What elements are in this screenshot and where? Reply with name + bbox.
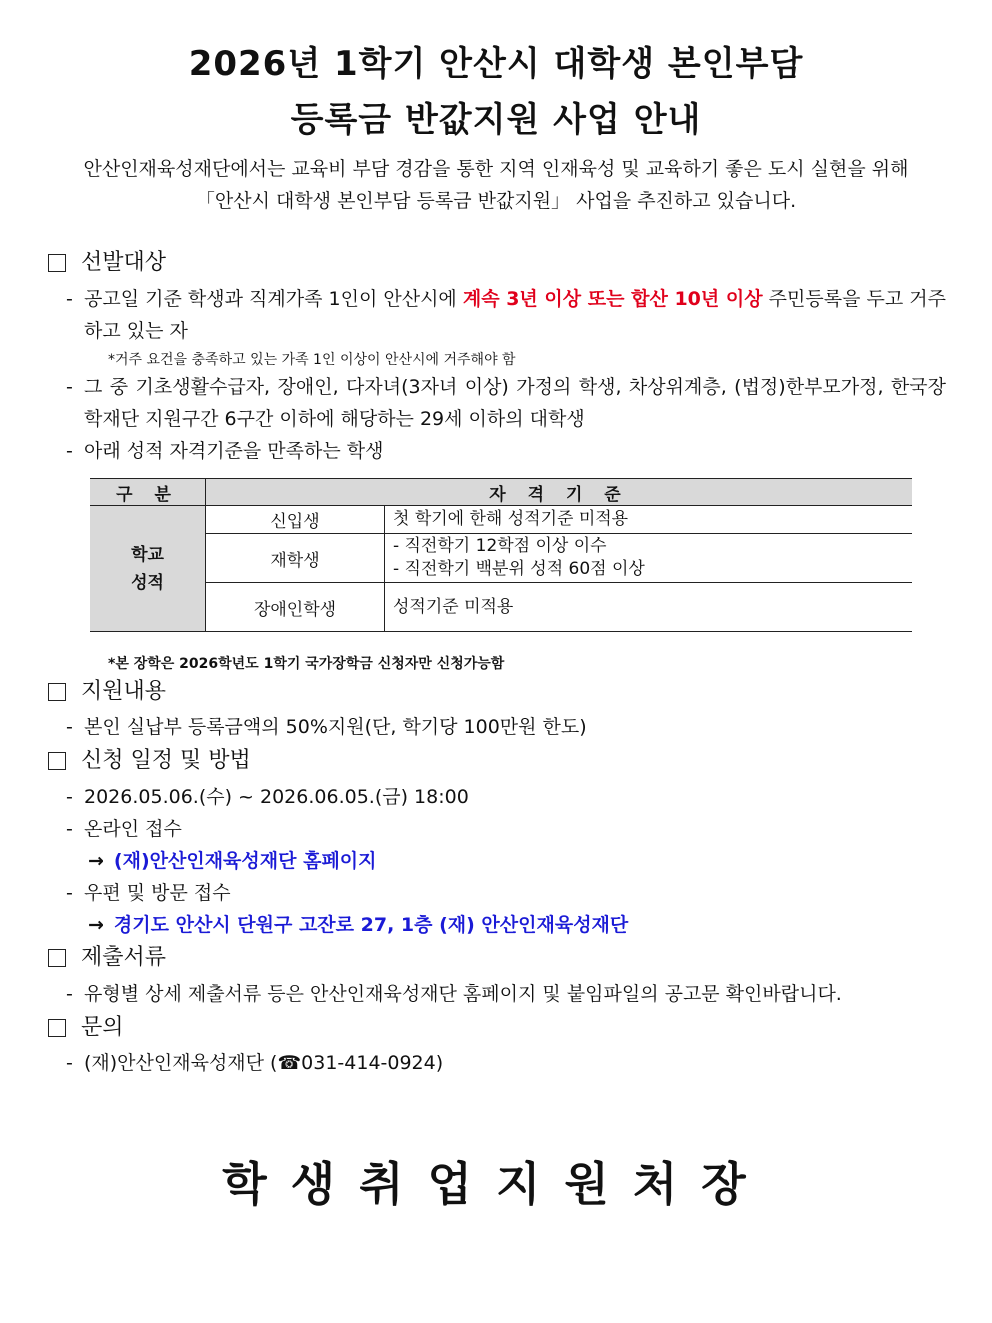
table-row bbox=[90, 506, 912, 534]
item-text: 주민등록을 두고 거주하고 있는 자 bbox=[84, 288, 946, 342]
list-item: - (재)안산인재육성재단 (☎031-414-0924) bbox=[66, 1052, 444, 1074]
item-text: 온라인 접수 bbox=[84, 818, 182, 840]
section-heading: 선발대상 bbox=[81, 250, 167, 275]
address-text: 경기도 안산시 단원구 고잔로 27, 1층 (재) 안산인재육성재단 bbox=[113, 914, 629, 936]
student-type-cell: 재학생 bbox=[206, 534, 385, 583]
section-documents bbox=[48, 943, 166, 973]
criteria-cell bbox=[385, 583, 913, 632]
title-line-2: 등록금 반값지원 사업 안내 bbox=[290, 100, 702, 140]
item-text: 아래 성적 자격기준을 만족하는 학생 bbox=[84, 440, 384, 462]
phone-icon: ☎ bbox=[277, 1052, 302, 1074]
list-item: - 2026.05.06.(수) ~ 2026.06.05.(금) 18:00 bbox=[66, 781, 946, 813]
section-heading: 지원내용 bbox=[81, 679, 167, 704]
online-link-line bbox=[88, 846, 377, 876]
intro-line-2: 「안산시 대학생 본인부담 등록금 반값지원」 사업을 추진하고 있습니다. bbox=[195, 190, 797, 212]
title-line-1: 2026년 1학기 안산시 대학생 본인부담 bbox=[188, 44, 804, 84]
section-heading: 신청 일정 및 방법 bbox=[81, 748, 251, 773]
item-text: (재)안산인재육성재단 ( bbox=[84, 1052, 278, 1074]
grade-criteria-table bbox=[90, 478, 912, 632]
table-row bbox=[90, 583, 912, 632]
item-text: 유형별 상세 제출서류 등은 안산인재육성재단 홈페이지 및 붙임파일의 공고문 확인바랍니다. bbox=[84, 983, 842, 1005]
list-item: - 그 중 기초생활수급자, 장애인, 다자녀(3자녀 이상) 가정의 학생, 차상위계층, (법정)한부모가정, 한국장학재단 지원구간 6구간 이하에 해당하는 29세 이하의 대학생 bbox=[66, 371, 946, 435]
category-label: 학교 bbox=[131, 544, 164, 565]
criteria-cell bbox=[385, 534, 913, 583]
criteria-line: 첫 학기에 한해 성적기준 미적용 bbox=[393, 509, 629, 529]
homepage-link[interactable]: (재)안산인재육성재단 홈페이지 bbox=[113, 850, 377, 872]
criteria-line: - 직전학기 12학점 이상 이수 bbox=[393, 536, 607, 556]
item-text: 우편 및 방문 접수 bbox=[84, 882, 231, 904]
section-inquiry bbox=[48, 1013, 124, 1043]
table-row bbox=[90, 534, 912, 583]
list-item: - 유형별 상세 제출서류 등은 안산인재육성재단 홈페이지 및 붙임파일의 공고문 확인바랍니다. bbox=[66, 978, 946, 1010]
section-heading: 제출서류 bbox=[81, 945, 167, 970]
section-schedule bbox=[48, 746, 251, 776]
student-type-cell: 장애인학생 bbox=[206, 583, 385, 632]
list-item: - 아래 성적 자격기준을 만족하는 학생 bbox=[66, 435, 946, 467]
checkbox-square-icon bbox=[48, 949, 66, 967]
category-label: 성적 bbox=[131, 572, 164, 593]
section-heading: 문의 bbox=[81, 1015, 124, 1040]
intro-line-1: 안산인재육성재단에서는 교육비 부담 경감을 통한 지역 인재육성 및 교육하기 좋은 도시 실현을 위해 bbox=[83, 158, 909, 180]
criteria-line: 성적기준 미적용 bbox=[393, 596, 514, 617]
scholarship-note: *본 장학은 2026학년도 1학기 국가장학금 신청자만 신청가능함 bbox=[108, 656, 505, 672]
list-item: - 본인 실납부 등록금액의 50%지원(단, 학기당 100만원 한도) bbox=[66, 711, 946, 743]
checkbox-square-icon bbox=[48, 752, 66, 770]
criteria-line: - 직전학기 백분위 성적 60점 이상 bbox=[393, 559, 645, 579]
checkbox-square-icon bbox=[48, 1019, 66, 1037]
checkbox-square-icon bbox=[48, 254, 66, 272]
category-cell bbox=[90, 506, 206, 632]
intro-paragraph bbox=[40, 153, 952, 217]
section-selection bbox=[48, 248, 166, 278]
phone-number: 031-414-0924) bbox=[301, 1052, 444, 1074]
arrow-right-icon: → bbox=[88, 850, 104, 872]
list-item: - 우편 및 방문 접수 bbox=[66, 877, 946, 909]
table-header-criteria: 자 격 기 준 bbox=[206, 479, 913, 506]
item-text: 그 중 기초생활수급자, 장애인, 다자녀(3자녀 이상) 가정의 학생, 차상위계층, (법정)한부모가정, 한국장학재단 지원구간 6구간 이하에 해당하는 29세 이하의 대학생 bbox=[84, 376, 946, 430]
list-item: - 공고일 기준 학생과 직계가족 1인이 안산시에 계속 3년 이상 또는 합산 10년 이상 주민등록을 두고 거주하고 있는 자 bbox=[66, 288, 946, 342]
arrow-right-icon: → bbox=[88, 914, 104, 936]
criteria-cell bbox=[385, 506, 913, 534]
issuer-signature: 학생취업지원처장 bbox=[222, 1157, 770, 1211]
item-text: 2026.05.06.(수) ~ 2026.06.05.(금) 18:00 bbox=[84, 786, 469, 808]
address-line bbox=[88, 910, 628, 940]
section-support bbox=[48, 677, 166, 707]
student-type-cell: 신입생 bbox=[206, 506, 385, 534]
item-text: 공고일 기준 학생과 직계가족 1인이 안산시에 bbox=[84, 288, 463, 310]
table-header-category: 구 분 bbox=[90, 479, 206, 506]
highlight-text: 계속 3년 이상 또는 합산 10년 이상 bbox=[462, 288, 763, 310]
residence-note: *거주 요건을 충족하고 있는 가족 1인 이상이 안산시에 거주해야 함 bbox=[108, 352, 516, 368]
list-item: - 온라인 접수 bbox=[66, 813, 946, 845]
item-text: 본인 실납부 등록금액의 50%지원(단, 학기당 100만원 한도) bbox=[84, 716, 587, 738]
checkbox-square-icon bbox=[48, 683, 66, 701]
